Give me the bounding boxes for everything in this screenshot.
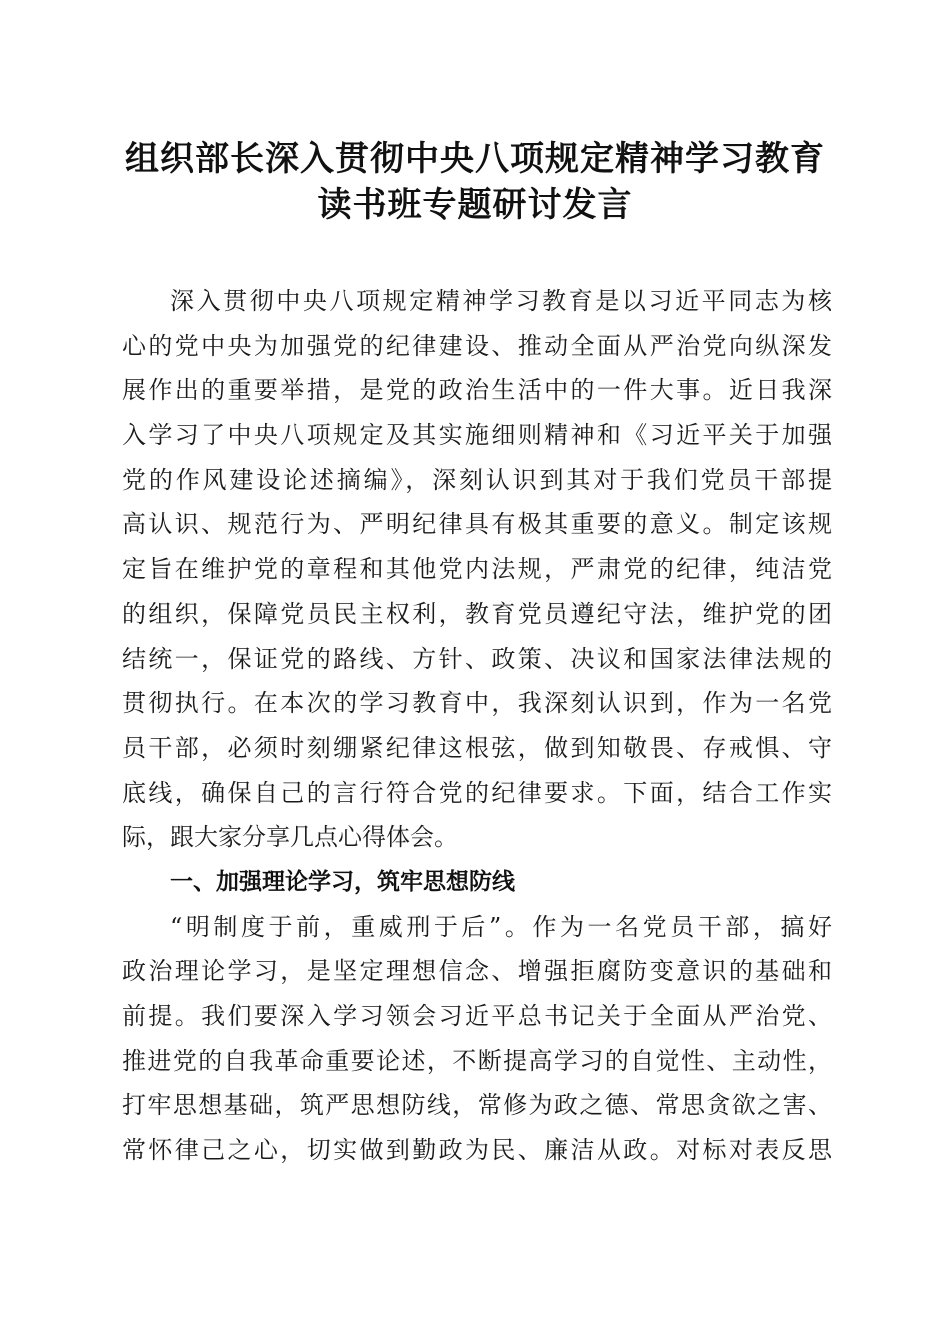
paragraph-1-line: 底线，确保自己的言行符合党的纪律要求。下面，结合工作实 <box>122 778 832 807</box>
paragraph-1-line: 展作出的重要举措，是党的政治生活中的一件大事。近日我深 <box>122 376 832 405</box>
paragraph-1-line: 心的党中央为加强党的纪律建设、推动全面从严治党向纵深发 <box>122 331 832 360</box>
paragraph-2-line: 常怀律己之心，切实做到勤政为民、廉洁从政。对标对表反思 <box>122 1136 832 1165</box>
paragraph-2 <box>122 905 832 1173</box>
title-line-1: 组织部长深入贯彻中央八项规定精神学习教育 <box>125 139 825 179</box>
paragraph-1-line: 深入贯彻中央八项规定精神学习教育是以习近平同志为核 <box>170 287 832 315</box>
document-title <box>100 136 850 228</box>
paragraph-2-line: “明制度于前，重威刑于后”。作为一名党员干部，搞好 <box>170 912 832 941</box>
paragraph-1-line: 结统一，保证党的路线、方针、政策、决议和国家法律法规的 <box>122 644 832 673</box>
document-body <box>122 279 832 1173</box>
paragraph-1-line: 定旨在维护党的章程和其他党内法规，严肃党的纪律，纯洁党 <box>122 555 832 584</box>
paragraph-1-line: 际，跟大家分享几点心得体会。 <box>122 823 458 852</box>
paragraph-1-line: 员干部，必须时刻绷紧纪律这根弦，做到知敬畏、存戒惧、守 <box>122 733 832 762</box>
paragraph-2-line: 推进党的自我革命重要论述，不断提高学习的自觉性、主动性， <box>122 1046 832 1075</box>
paragraph-1-line: 入学习了中央八项规定及其实施细则精神和《习近平关于加强 <box>122 421 832 450</box>
paragraph-2-line: 前提。我们要深入学习领会习近平总书记关于全面从严治党、 <box>122 1002 832 1030</box>
paragraph-1-line: 党的作风建设论述摘编》，深刻认识到其对于我们党员干部提 <box>122 465 832 494</box>
paragraph-1-line: 高认识、规范行为、严明纪律具有极其重要的意义。制定该规 <box>122 510 832 539</box>
paragraph-1 <box>122 279 832 860</box>
paragraph-2-line: 政治理论学习，是坚定理想信念、增强拒腐防变意识的基础和 <box>122 957 832 986</box>
paragraph-2-line: 打牢思想基础，筑严思想防线，常修为政之德、常思贪欲之害、 <box>122 1091 832 1120</box>
title-line-2: 读书班专题研讨发言 <box>317 185 633 225</box>
section-heading-1: 一、加强理论学习，筑牢思想防线 <box>170 868 515 895</box>
paragraph-1-line: 贯彻执行。在本次的学习教育中，我深刻认识到，作为一名党 <box>122 689 832 718</box>
paragraph-1-line: 的组织，保障党员民主权利，教育党员遵纪守法，维护党的团 <box>122 599 832 628</box>
